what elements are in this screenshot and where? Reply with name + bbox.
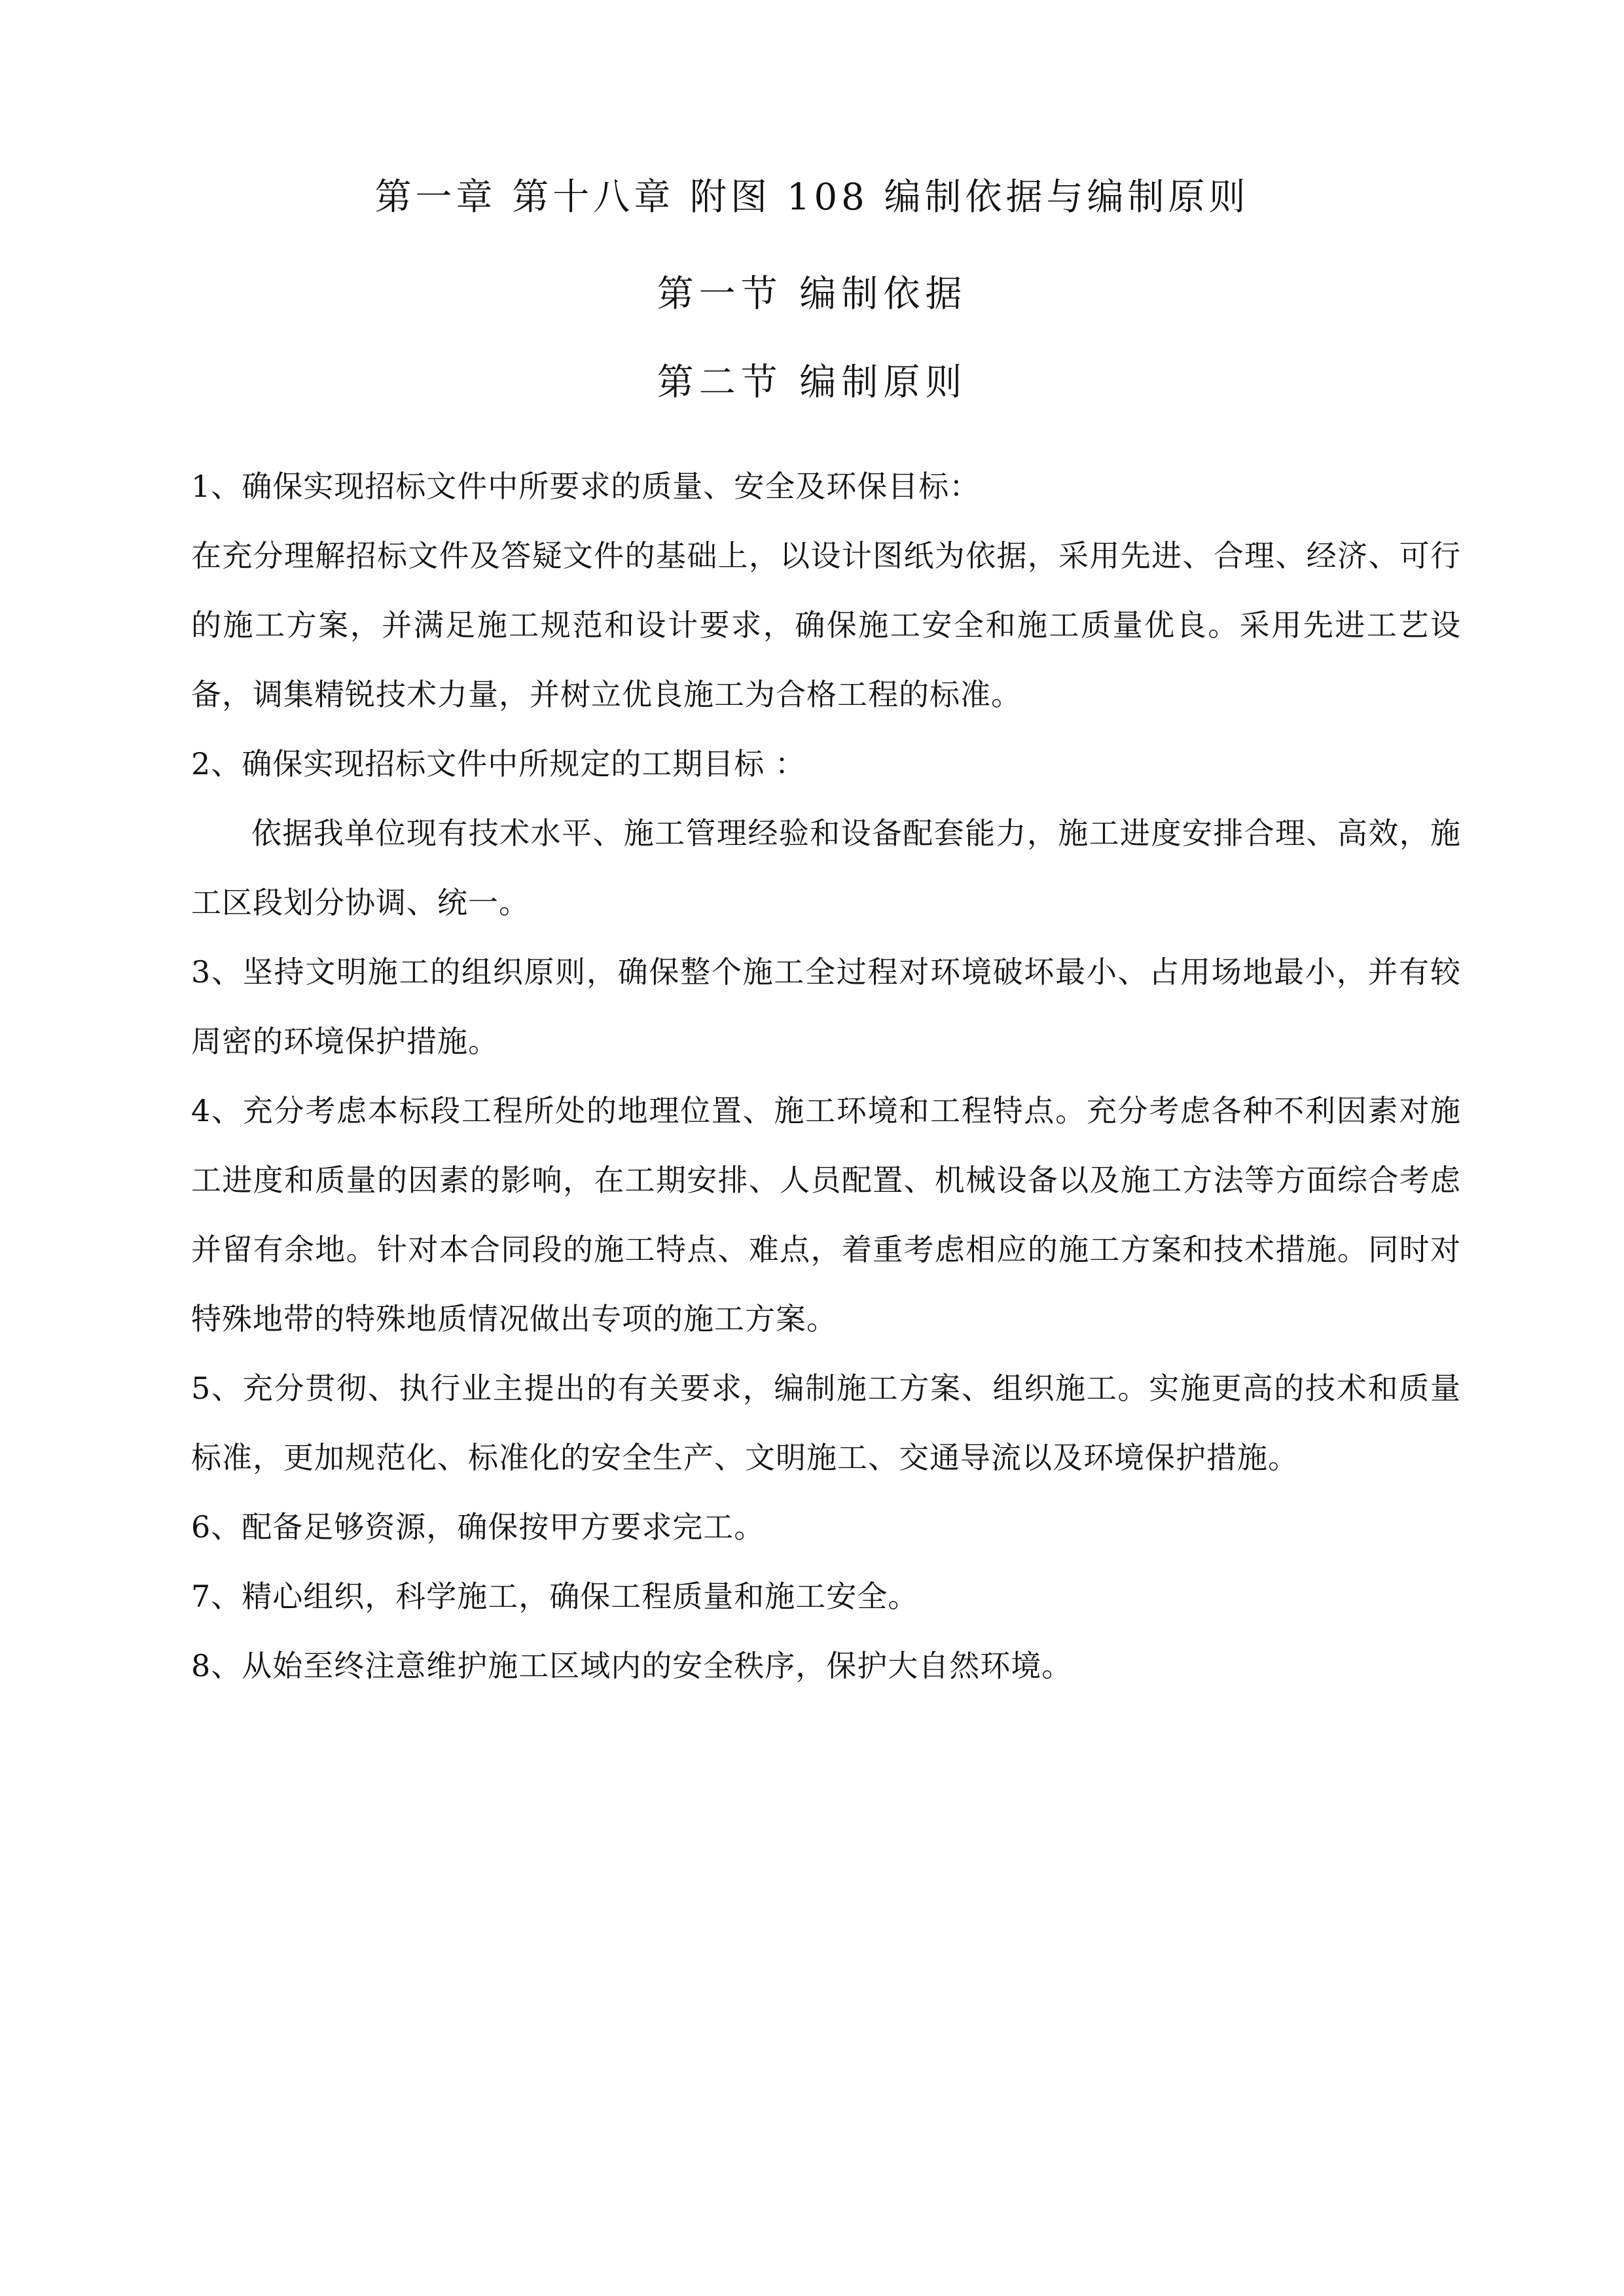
principle-8: 8、从始至终注意维护施工区域内的安全秩序，保护大自然环境。 [191,1648,1073,1683]
principle-2-heading: 2、确保实现招标文件中所规定的工期目标 ： [191,746,806,781]
document-body [191,452,1461,1700]
principle-1-text: 在充分理解招标文件及答疑文件的基础上，以设计图纸为依据，采用先进、合理、经济、可行的施工方案，并满足施工规范和设计要求，确保施工安全和施工质量优良。采用先进工艺设备，调集精锐技术力量，并树立优良施工为合格工程的标准。 [191,538,1461,712]
principle-2-text: 依据我单位现有技术水平、施工管理经验和设备配套能力，施工进度安排合理、高效，施工区段划分协调、统一。 [191,816,1461,920]
principle-1-heading: 1、确保实现招标文件中所要求的质量、安全及环保目标： [191,469,981,504]
section-title-principles: 第二节 编制原则 [657,361,967,404]
section-title-basis: 第一节 编制依据 [657,273,967,315]
principle-5: 5、充分贯彻、执行业主提出的有关要求，编制施工方案、组织施工。实施更高的技术和质量标准，更加规范化、标准化的安全生产、文明施工、交通导流以及环境保护措施。 [191,1371,1461,1475]
principle-7: 7、精心组织，科学施工，确保工程质量和施工安全。 [191,1579,919,1614]
chapter-title: 第一章 第十八章 附图 108 编制依据与编制原则 [374,176,1250,219]
principle-3: 3、坚持文明施工的组织原则，确保整个施工全过程对环境破坏最小、占用场地最小，并有较周密的环境保护措施。 [191,954,1461,1059]
principle-4: 4、充分考虑本标段工程所处的地理位置、施工环境和工程特点。充分考虑各种不利因素对施工进度和质量的因素的影响，在工期安排、人员配置、机械设备以及施工方法等方面综合考虑并留有余地。针对本合同段的施工特点、难点，着重考虑相应的施工方案和技术措施。同时对特殊地带的特殊地质情况做出专项的施工方案。 [191,1093,1461,1336]
principle-6: 6、配备足够资源，确保按甲方要求完工。 [191,1509,765,1545]
